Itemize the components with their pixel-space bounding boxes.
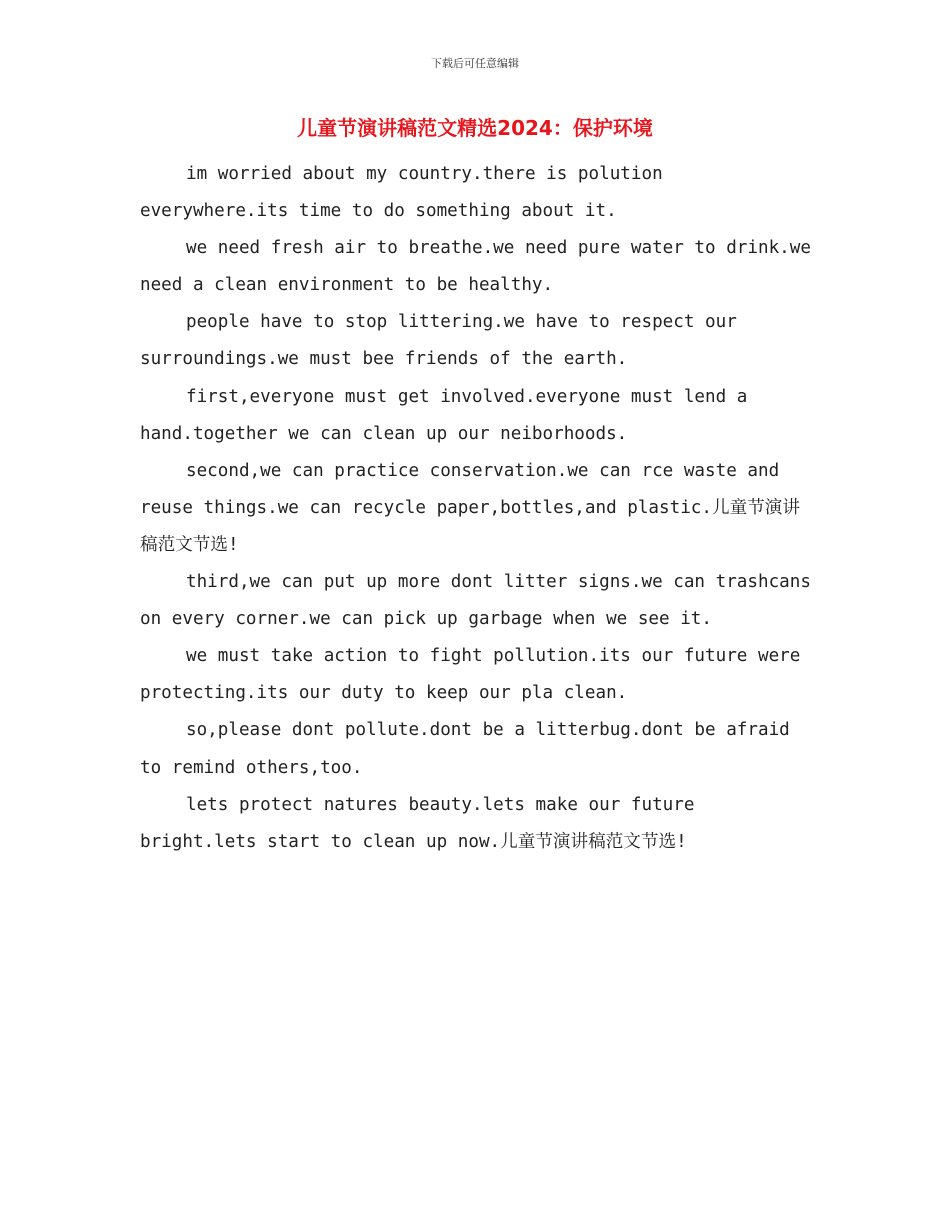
paragraph: lets protect natures beauty.lets make our future bright.lets start to clean up now.儿童节演讲稿范文节选! — [140, 794, 695, 852]
paragraph: im worried about my country.there is polution everywhere.its time to do something about it. — [140, 164, 663, 222]
paragraph: third,we can put up more dont litter signs.we can trashcans on every corner.we can pick up garbage when we see it. — [140, 572, 811, 630]
paragraph: we need fresh air to breathe.we need pure water to drink.we need a clean environment to be healthy. — [140, 238, 811, 296]
paragraph: first,everyone must get involved.everyone must lend a hand.together we can clean up our neiborhoods. — [140, 386, 748, 444]
paragraph: second,we can practice conservation.we can rce waste and reuse things.we can recycle paper,bottles,and plastic.儿童节演讲稿范文节选! — [140, 460, 800, 555]
document-body — [140, 156, 812, 861]
page-title: 儿童节演讲稿范文精选2024：保护环境 — [297, 116, 653, 140]
header-note: 下载后可任意编辑 — [431, 57, 519, 70]
paragraph: we must take action to fight pollution.its our future were protecting.its our duty to keep our pla clean. — [140, 646, 801, 704]
paragraph: people have to stop littering.we have to respect our surroundings.we must bee friends of the earth. — [140, 312, 737, 370]
paragraph: so,please dont pollute.dont be a litterbug.dont be afraid to remind others,too. — [140, 720, 790, 778]
